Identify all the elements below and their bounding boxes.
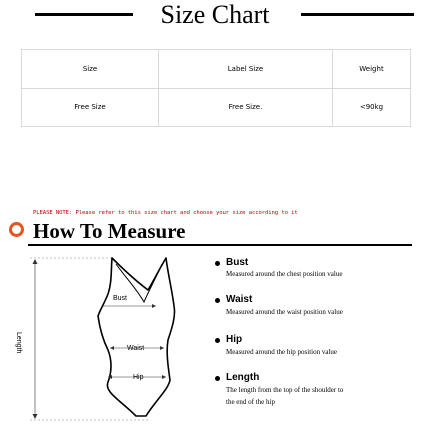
size-table <box>21 49 411 127</box>
title-rule-right <box>301 13 414 16</box>
section-underline <box>28 244 412 246</box>
hip-description: Measured around the hip position value <box>226 348 338 356</box>
bust-heading: Bust <box>226 257 249 268</box>
bodysuit-outline <box>98 258 175 416</box>
header-weight: Weight <box>333 50 411 89</box>
waist-heading: Waist <box>226 294 253 305</box>
page-title: Size Chart <box>160 0 270 29</box>
header-size: Size <box>22 50 159 89</box>
hip-heading: Hip <box>226 334 243 345</box>
length-description-line1: The length from the top of the shoulder to <box>226 386 344 394</box>
waist-bullet-icon <box>215 298 220 303</box>
cell-size: Free Size <box>22 88 159 127</box>
size-note: PLEASE NOTE: Please refer to this size chart and choose your size according to it <box>33 210 298 216</box>
figure-waist-label: Waist <box>127 345 145 352</box>
cell-label-size: Free Size. <box>159 88 333 127</box>
table-row <box>22 88 411 127</box>
length-arrow-top <box>33 259 38 264</box>
figure-length-label: Length <box>15 332 22 354</box>
bust-description: Measured around the chest position value <box>226 270 343 278</box>
length-bullet-icon <box>215 376 220 381</box>
figure-hip-label: Hip <box>133 374 144 381</box>
length-heading: Length <box>226 372 260 383</box>
table-header-row <box>22 50 411 89</box>
section-title: How To Measure <box>33 219 186 243</box>
length-arrow-bottom <box>33 414 38 419</box>
length-description-line2: the end of the hip <box>226 398 275 406</box>
cell-weight: <90kg <box>333 88 411 127</box>
waist-description: Measured around the waist position value <box>226 308 343 316</box>
hip-bullet-icon <box>215 338 220 343</box>
header-label-size: Label Size <box>159 50 333 89</box>
section-bullet-icon <box>9 222 24 237</box>
bodysuit-figure <box>0 250 210 430</box>
figure-bust-label: Bust <box>113 295 128 302</box>
bust-bullet-icon <box>215 261 220 266</box>
